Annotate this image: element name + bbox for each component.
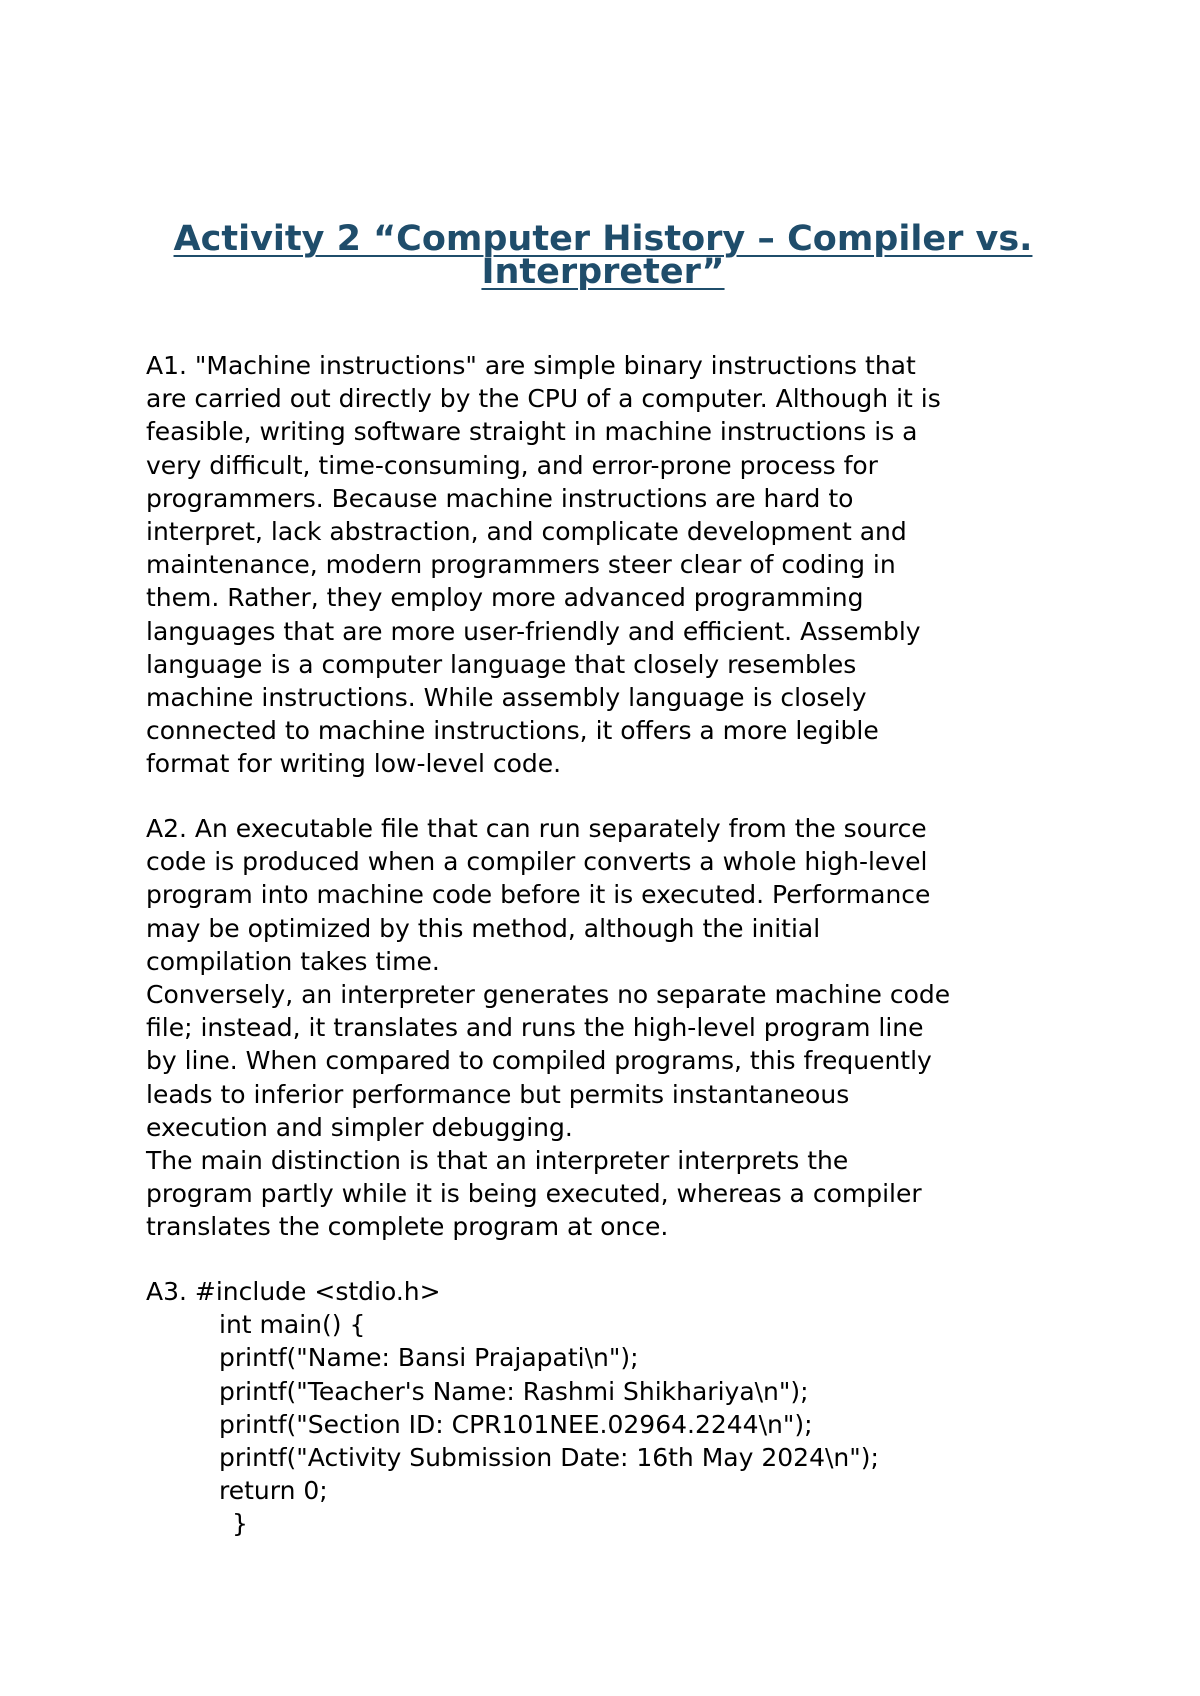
answer-a3-code-block — [146, 1275, 1086, 1541]
a2-line: by line. When compared to compiled programs, this frequently — [146, 1046, 932, 1076]
a3-include-line: A3. #include <stdio.h> — [146, 1277, 441, 1306]
a1-line: are carried out directly by the CPU of a computer. Although it is — [146, 384, 941, 414]
answer-a2-paragraph — [146, 812, 1086, 1243]
title-line-1: Activity 2 “Computer History – Compiler vs. — [173, 219, 1033, 259]
a2-line: leads to inferior performance but permits instantaneous — [146, 1079, 850, 1109]
a2-line: file; instead, it translates and runs the high-level program line — [146, 1013, 924, 1043]
code-line: return 0; — [219, 1476, 328, 1506]
code-line: printf("Section ID: CPR101NEE.02964.2244\n"); — [219, 1409, 813, 1439]
code-line: int main() { — [219, 1310, 366, 1340]
closing-brace: } — [232, 1509, 248, 1539]
a2-line: program partly while it is being executed, whereas a compiler — [146, 1179, 922, 1209]
a2-line: Conversely, an interpreter generates no separate machine code — [146, 979, 951, 1009]
code-line: printf("Activity Submission Date: 16th May 2024\n"); — [219, 1442, 879, 1472]
a1-line: them. Rather, they employ more advanced programming — [146, 583, 864, 613]
title-line-2: Interpreter” — [481, 252, 725, 293]
a2-line: may be optimized by this method, although the initial — [146, 913, 821, 943]
a1-line: very difficult, time-consuming, and error-prone process for — [146, 450, 878, 480]
code-line: printf("Teacher's Name: Rashmi Shikhariya\n"); — [219, 1376, 809, 1406]
a1-line: programmers. Because machine instructions are hard to — [146, 483, 854, 513]
a1-line: feasible, writing software straight in machine instructions is a — [146, 417, 918, 447]
a1-line: A1. "Machine instructions" are simple binary instructions that — [146, 351, 916, 380]
a2-line: program into machine code before it is executed. Performance — [146, 880, 931, 910]
document-title — [120, 216, 1086, 293]
a2-line: execution and simpler debugging. — [146, 1112, 573, 1142]
a2-line: compilation takes time. — [146, 946, 440, 976]
a1-line: maintenance, modern programmers steer clear of coding in — [146, 550, 896, 580]
a2-line: The main distinction is that an interpreter interprets the — [146, 1145, 849, 1175]
a1-line: languages that are more user-friendly and efficient. Assembly — [146, 616, 921, 646]
a2-line: translates the complete program at once. — [146, 1212, 669, 1242]
a1-line: language is a computer language that closely resembles — [146, 649, 857, 679]
a2-line: A2. An executable file that can run separately from the source — [146, 814, 927, 843]
a1-line: interpret, lack abstraction, and complicate development and — [146, 516, 907, 546]
a1-line: machine instructions. While assembly language is closely — [146, 682, 867, 712]
a1-line: connected to machine instructions, it offers a more legible — [146, 716, 879, 746]
answer-a1-paragraph — [146, 349, 1086, 780]
code-line: printf("Name: Bansi Prajapati\n"); — [219, 1343, 639, 1373]
a1-line: format for writing low-level code. — [146, 749, 562, 779]
a2-line: code is produced when a compiler converts a whole high-level — [146, 847, 928, 877]
